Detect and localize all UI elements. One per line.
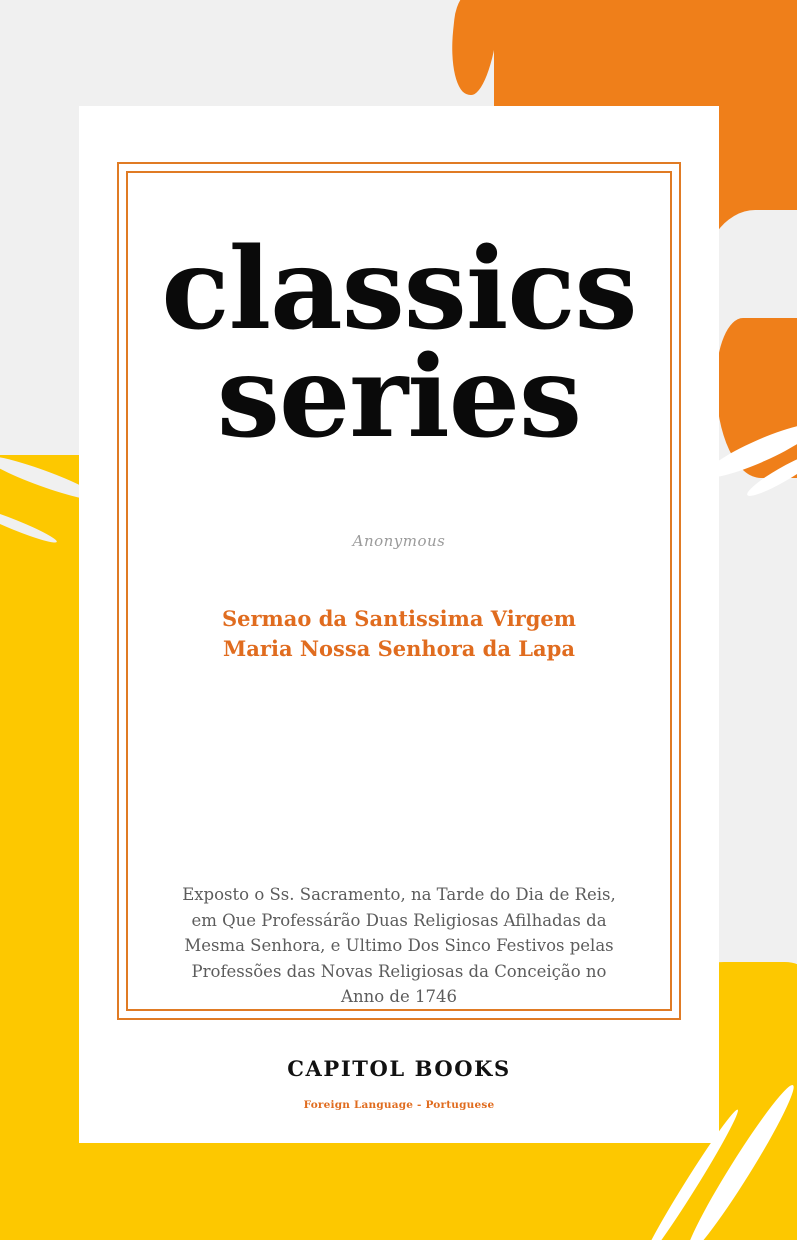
author-name: Anonymous bbox=[352, 532, 446, 550]
cover-border-frame bbox=[117, 162, 681, 1020]
series-title-line-1: classics bbox=[161, 224, 637, 355]
series-title-line-2: series bbox=[216, 331, 582, 463]
book-cover bbox=[79, 106, 719, 1143]
imprint-label: Foreign Language - Portuguese bbox=[303, 1099, 495, 1111]
book-title: Sermao da Santissima Virgem Maria Nossa Senhora da Lapa bbox=[221, 606, 577, 662]
book-subtitle: Exposto o Ss. Sacramento, na Tarde do Dia de Reis, em Que Professárão Duas Religiosas Afilhadas da Mesma Senhora, e Ultimo Dos Sinco Festivos pelas Professões das Novas Religiosas da Conceição no Anno de 1746 bbox=[182, 885, 616, 1007]
publisher-name: CAPITOL BOOKS bbox=[287, 1056, 511, 1081]
series-title bbox=[119, 224, 679, 463]
